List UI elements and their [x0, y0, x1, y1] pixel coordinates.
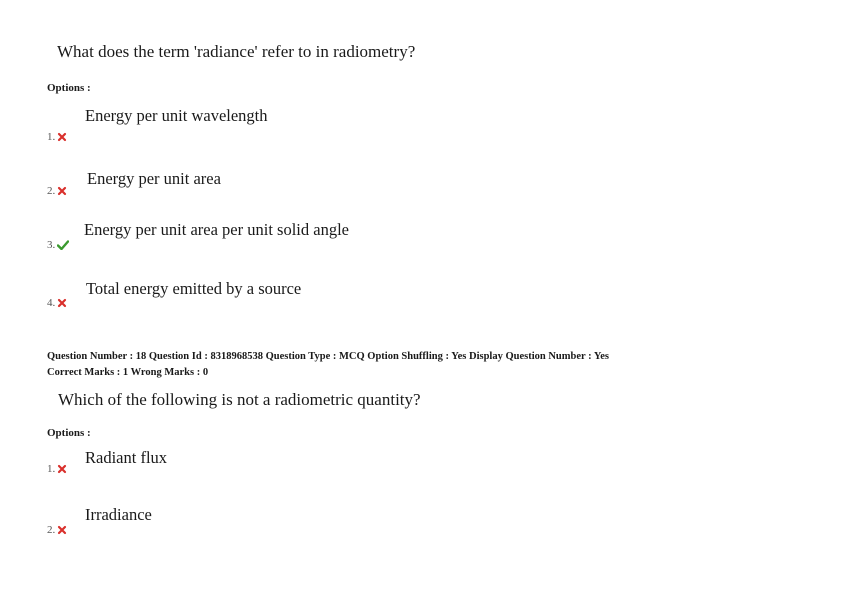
- cross-icon: [57, 186, 67, 196]
- option-text: Total energy emitted by a source: [86, 279, 302, 298]
- cross-icon: [57, 525, 67, 535]
- option-text: Irradiance: [85, 505, 152, 524]
- question-meta: Question Number : 18 Question Id : 8318968538 Question Type : MCQ Option Shuffling : Yes Display Question Number : Yes: [47, 351, 610, 362]
- option-number: 1.: [47, 131, 67, 143]
- question-text: Which of the following is not a radiometric quantity?: [58, 390, 421, 409]
- check-icon: [57, 240, 69, 250]
- marks-meta: Correct Marks : 1 Wrong Marks : 0: [47, 367, 209, 378]
- options-label: Options :: [47, 82, 91, 94]
- option-number: 2.: [47, 185, 67, 197]
- question-text: What does the term 'radiance' refer to in radiometry?: [57, 42, 416, 61]
- cross-icon: [57, 464, 67, 474]
- option-number: 3.: [47, 239, 69, 251]
- option-text: Energy per unit area per unit solid angle: [84, 220, 349, 239]
- option-number: 1.: [47, 463, 67, 475]
- option-number: 4.: [47, 297, 67, 309]
- options-label: Options :: [47, 427, 91, 439]
- cross-icon: [57, 298, 67, 308]
- option-text: Energy per unit area: [87, 169, 221, 188]
- cross-icon: [57, 132, 67, 142]
- option-text: Energy per unit wavelength: [85, 106, 268, 125]
- option-number: 2.: [47, 524, 67, 536]
- option-text: Radiant flux: [85, 448, 168, 467]
